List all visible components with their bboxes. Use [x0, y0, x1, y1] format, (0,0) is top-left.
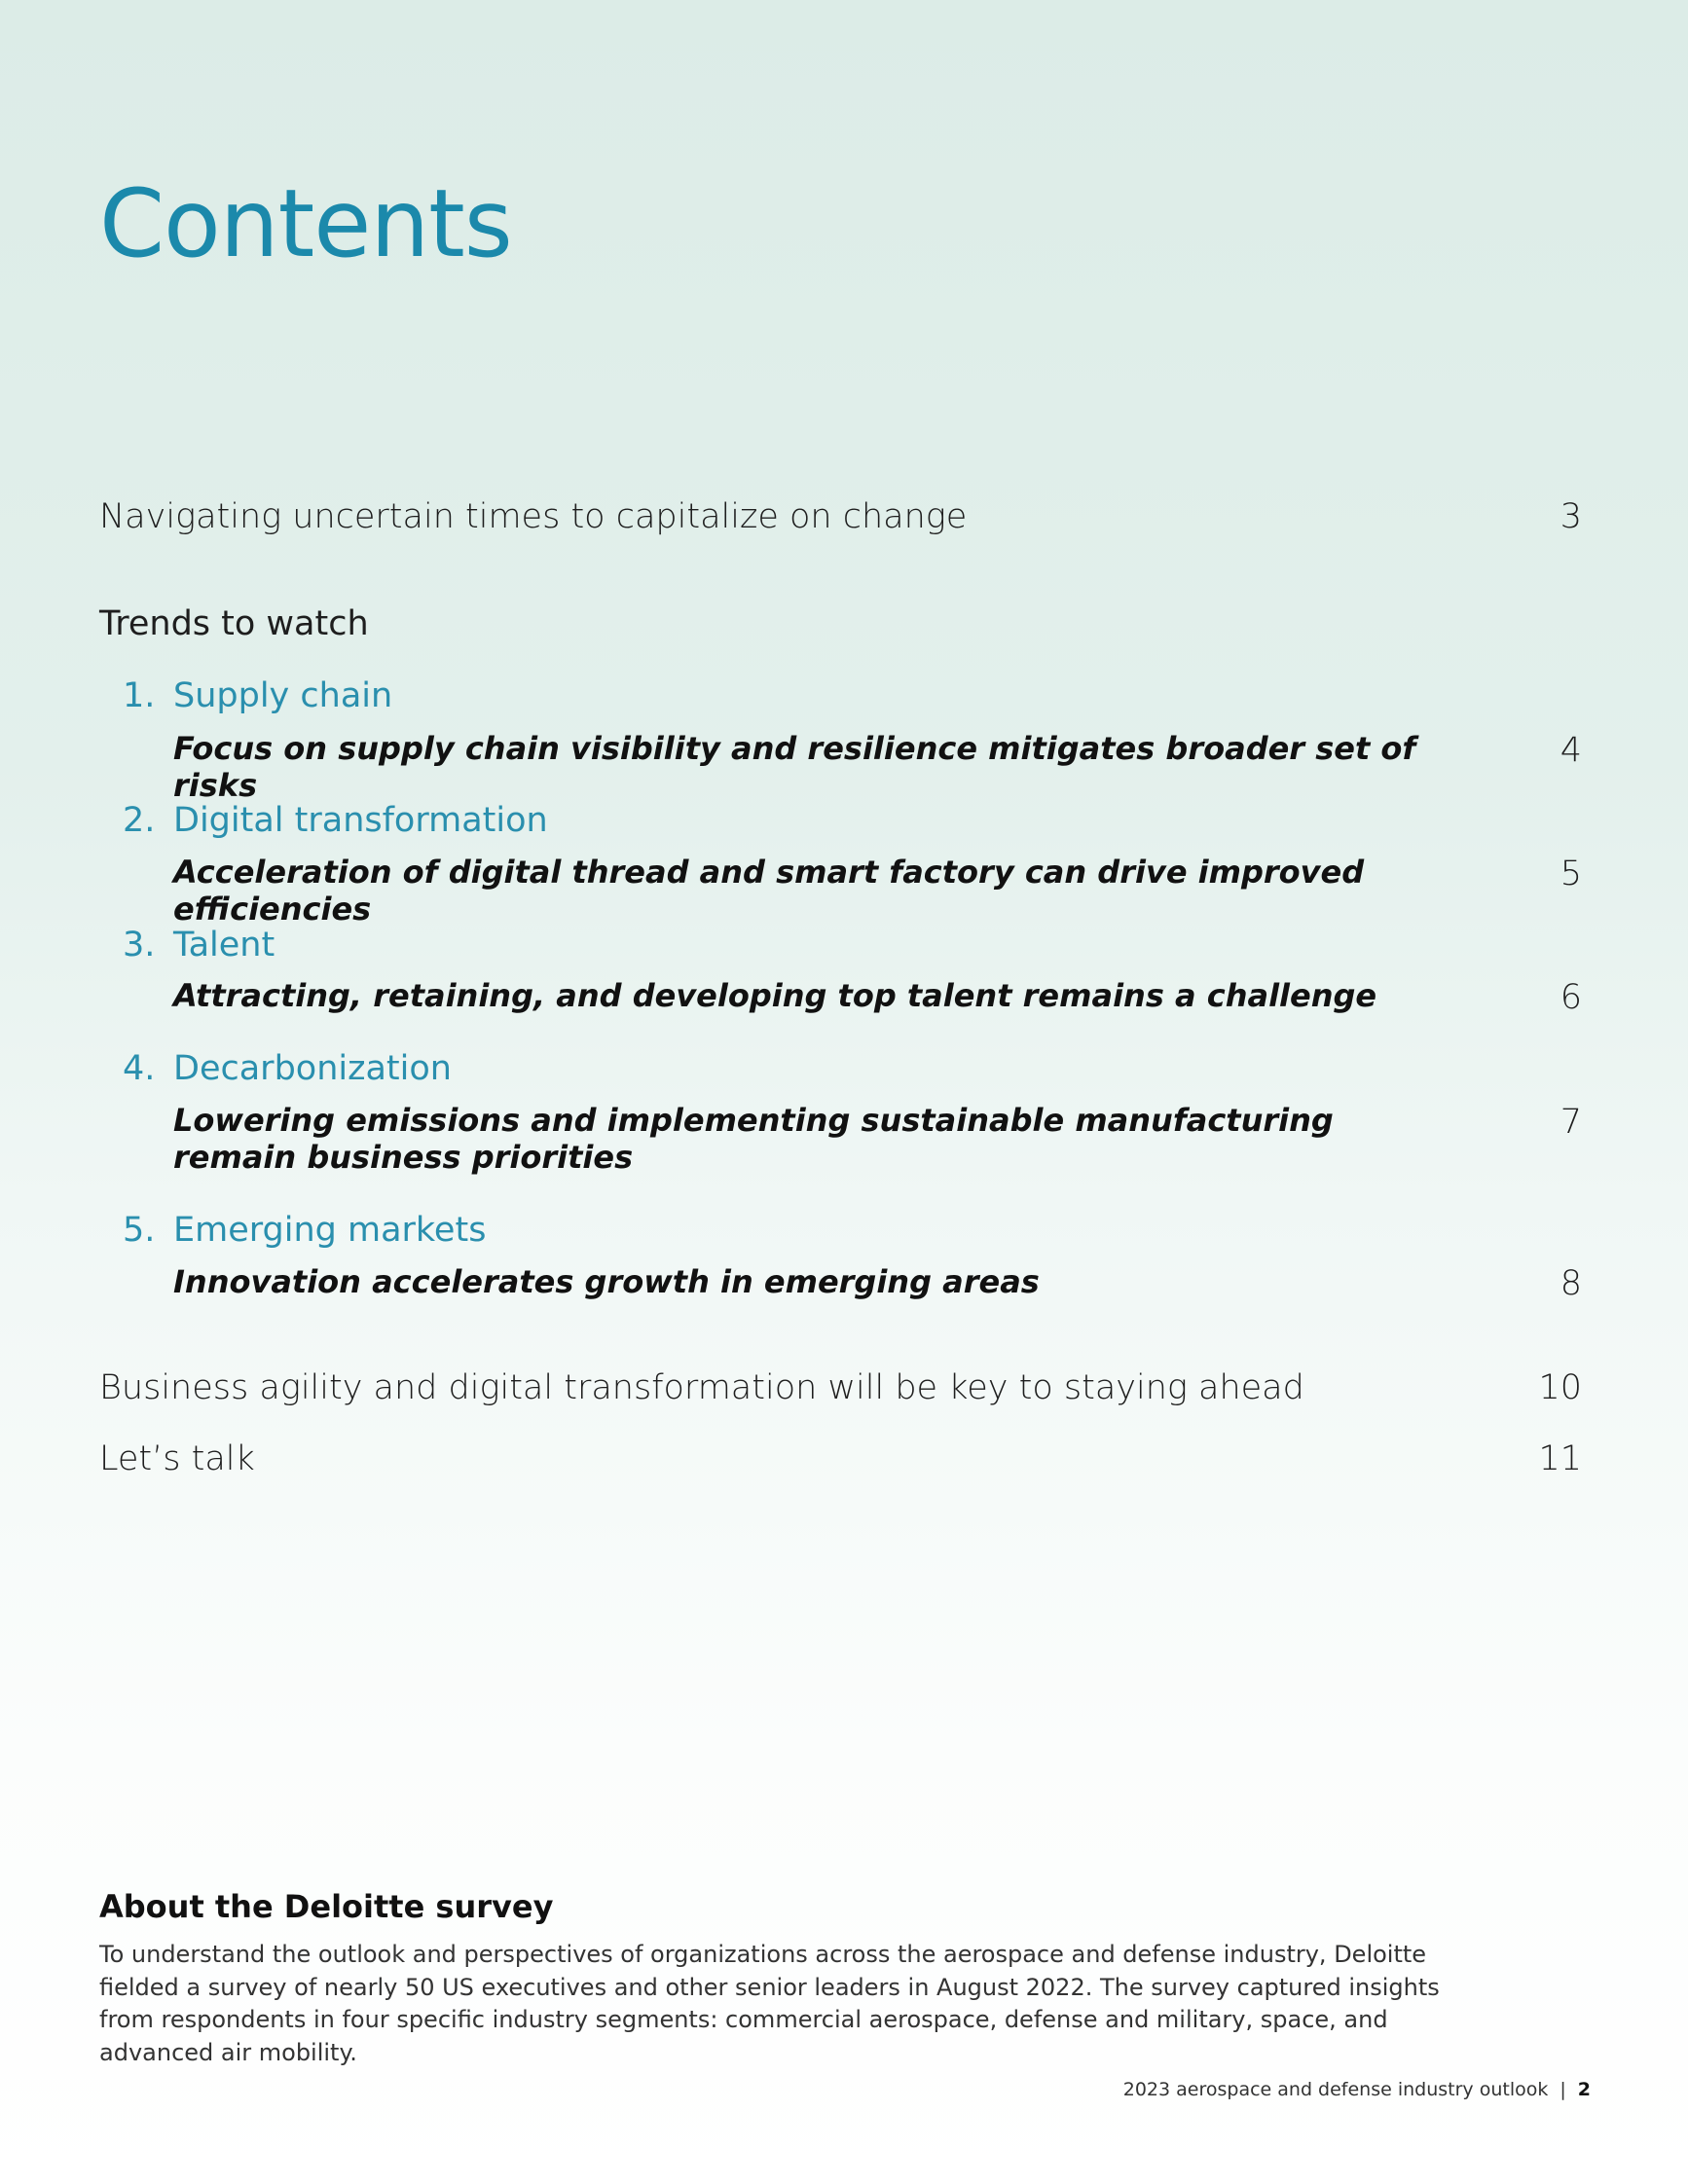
toc-entry-label: Business agility and digital transformation will be key to staying ahead: [99, 1368, 1304, 1407]
toc-entry-intro[interactable]: [99, 496, 1582, 537]
about-heading: About the Deloitte survey: [99, 1888, 554, 1925]
trend-entry-talent[interactable]: [173, 977, 1582, 1018]
trend-number: 2.: [123, 801, 156, 840]
trend-number: 5.: [123, 1211, 156, 1250]
page-title: Contents: [99, 169, 512, 278]
trend-number: 3.: [123, 926, 156, 965]
toc-entry-agility[interactable]: [99, 1367, 1582, 1408]
page-footer: [1123, 2079, 1591, 2100]
trend-title-talent[interactable]: [123, 925, 275, 965]
toc-entry-page: 10: [1538, 1368, 1582, 1407]
footer-page-number: 2: [1577, 2079, 1591, 2100]
toc-entry-label: Navigating uncertain times to capitalize on change: [99, 497, 968, 536]
toc-entry-lets-talk[interactable]: [99, 1438, 1582, 1479]
about-survey-section: [99, 1888, 1491, 2069]
trend-title-supply-chain[interactable]: [123, 675, 392, 716]
toc-entry-label: Let’s talk: [99, 1439, 255, 1478]
toc-entry-page: 8: [1560, 1264, 1582, 1303]
trend-description: Lowering emissions and implementing sustainable manufacturing remain business priorities: [173, 1102, 1334, 1177]
toc-entry-page: 5: [1560, 855, 1582, 893]
trend-entry-emerging-markets[interactable]: [173, 1263, 1582, 1304]
trend-entry-decarbonization[interactable]: [173, 1102, 1582, 1177]
trend-number: 4.: [123, 1049, 156, 1088]
trend-description: Attracting, retaining, and developing top talent remains a challenge: [173, 977, 1377, 1014]
trend-title-text: Decarbonization: [173, 1049, 452, 1088]
toc-entry-page: 11: [1538, 1439, 1582, 1478]
footer-doc-title: 2023 aerospace and defense industry outlook: [1122, 2079, 1549, 2100]
trend-number: 1.: [123, 676, 156, 715]
about-body: To understand the outlook and perspectives of organizations across the aerospace and defense industry, Deloitte fielded a survey of nearly 50 US executives and other senior leaders in August 2022. The survey captured insights from respondents in four specific industry segments: commercial aerospace, defense and military, space, and advanced air mobility.: [99, 1941, 1440, 2066]
trend-title-text: Talent: [173, 926, 275, 965]
toc-entry-page: 4: [1560, 731, 1582, 770]
trend-entry-supply-chain[interactable]: [173, 730, 1582, 805]
footer-separator: |: [1560, 2079, 1566, 2100]
trend-description: Innovation accelerates growth in emerging areas: [173, 1263, 1040, 1300]
trend-title-text: Digital transformation: [173, 801, 548, 840]
toc-entry-page: 3: [1560, 497, 1582, 536]
trend-title-decarbonization[interactable]: [123, 1048, 452, 1089]
trend-description: Focus on supply chain visibility and resilience mitigates broader set of risks: [173, 730, 1416, 805]
trend-description: Acceleration of digital thread and smart factory can drive improved efficiencies: [173, 854, 1365, 928]
trend-title-emerging-markets[interactable]: [123, 1210, 486, 1251]
trend-title-digital-transformation[interactable]: [123, 800, 548, 841]
toc-entry-page: 7: [1560, 1103, 1582, 1142]
trends-heading: Trends to watch: [99, 604, 369, 643]
trend-title-text: Emerging markets: [173, 1211, 487, 1250]
trend-title-text: Supply chain: [173, 676, 393, 715]
toc-entry-page: 6: [1560, 978, 1582, 1017]
trend-entry-digital-transformation[interactable]: [173, 854, 1582, 928]
